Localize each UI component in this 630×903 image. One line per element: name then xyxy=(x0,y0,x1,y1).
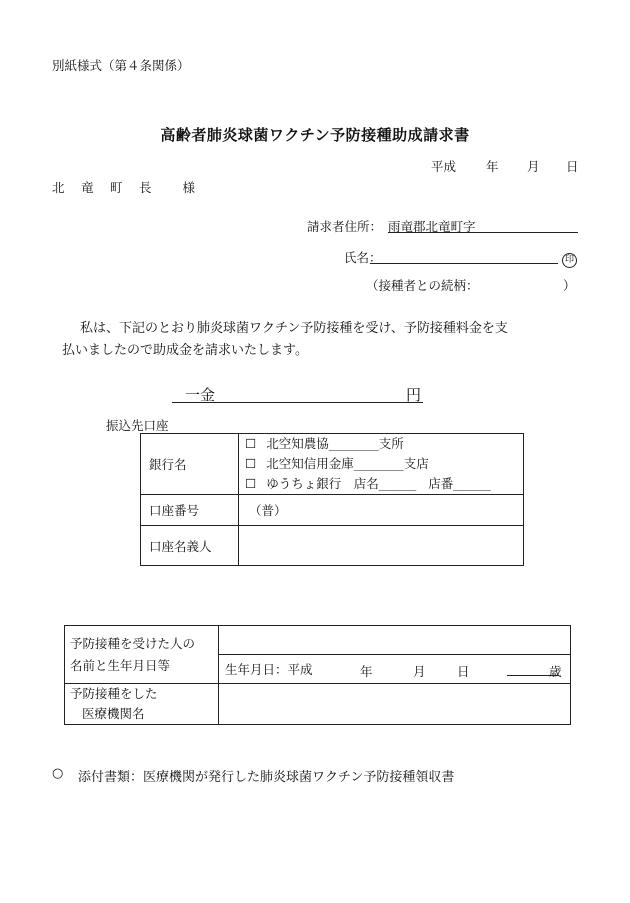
bank-section-heading: 振込先口座 xyxy=(106,418,169,433)
facility-label-cell xyxy=(65,684,219,725)
bank-name-label: 銀行名 xyxy=(141,434,239,495)
seal-icon: 印 xyxy=(562,253,577,268)
bank-options-cell xyxy=(239,434,524,495)
facility-label-line-1: 予防接種をした xyxy=(70,686,158,701)
account-number-cell[interactable] xyxy=(239,495,524,526)
date-era: 平成 xyxy=(431,159,457,174)
checkbox-icon[interactable]: ☐ xyxy=(245,476,257,491)
form-reference: 別紙様式（第４条関係） xyxy=(52,58,190,73)
address-underline xyxy=(388,232,578,233)
amount-prefix: 一金 xyxy=(185,386,216,404)
amount-underline[interactable] xyxy=(172,402,423,403)
account-holder-cell[interactable] xyxy=(239,526,524,566)
facility-name-cell[interactable] xyxy=(219,684,571,725)
attachment-text: 添付書類：医療機関が発行した肺炎球菌ワクチン予防接種領収書 xyxy=(78,770,455,785)
facility-label-line-2: 医療機関名 xyxy=(82,706,145,721)
requester-address-label: 請求者住所： xyxy=(307,219,383,234)
recipient-label-line-1: 予防接種を受けた人の xyxy=(70,635,196,651)
birth-day-label: 日 xyxy=(457,664,470,679)
body-text-line-1: 私は、下記のとおり肺炎球菌ワクチン予防接種を受け、予防接種料金を支 xyxy=(80,321,508,336)
relation-close: ） xyxy=(563,278,576,293)
birth-month-label: 月 xyxy=(413,664,426,679)
requester-name-label: 氏名： xyxy=(344,250,382,265)
age-label: 歳 xyxy=(549,664,562,679)
addressee: 北 竜 町 長 様 xyxy=(52,180,198,195)
account-holder-label: 口座名義人 xyxy=(141,526,239,566)
birth-year-label: 年 xyxy=(360,664,373,679)
body-text-line-2: 払いましたので助成金を請求いたします。 xyxy=(62,343,308,358)
birth-date-label: 生年月日：平成 xyxy=(225,662,313,677)
bank-table xyxy=(140,433,524,566)
checkbox-icon[interactable]: ☐ xyxy=(245,456,257,471)
bank-option-shinkin[interactable]: ☐ 北空知信用金庫________支店 xyxy=(245,456,429,471)
recipient-label-line-2: 名前と生年月日等 xyxy=(70,657,171,673)
date-month-label: 月 xyxy=(527,159,540,174)
requester-address-value[interactable]: 雨竜郡北竜町字 xyxy=(388,219,476,234)
attachment-bullet: ○ xyxy=(52,766,64,781)
name-underline[interactable] xyxy=(370,263,558,264)
document-title: 高齢者肺炎球菌ワクチン予防接種助成請求書 xyxy=(160,126,470,144)
bank-option-nokyo[interactable]: ☐ 北空知農協________支所 xyxy=(245,436,404,451)
seal-mark xyxy=(562,247,577,268)
account-number-label: 口座番号 xyxy=(141,495,239,526)
recipient-name-cell[interactable] xyxy=(219,626,571,655)
amount-suffix: 円 xyxy=(406,386,422,404)
bank-option-yucho[interactable]: ☐ ゆうちょ銀行 店名______ 店番______ xyxy=(245,476,491,491)
date-day-label: 日 xyxy=(566,159,579,174)
account-type: （普） xyxy=(249,503,287,518)
recipient-label-cell xyxy=(65,626,219,684)
vaccination-table xyxy=(64,625,571,725)
date-year-label: 年 xyxy=(486,159,499,174)
birth-date-cell[interactable] xyxy=(219,655,571,684)
checkbox-icon[interactable]: ☐ xyxy=(245,436,257,451)
relation-open: （接種者との続柄： xyxy=(366,278,479,293)
